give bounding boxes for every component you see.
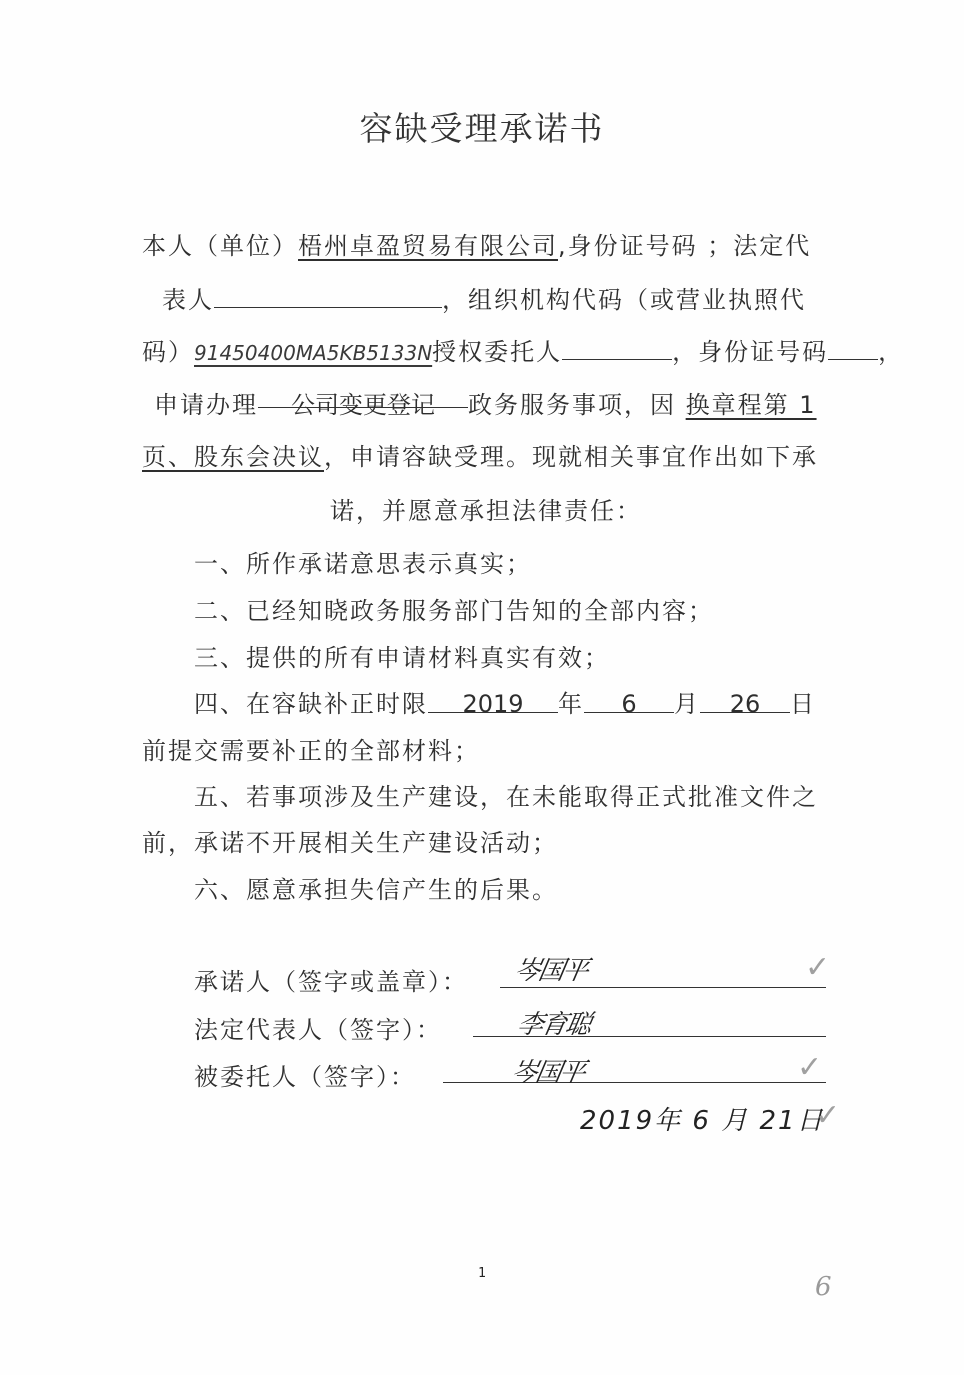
agent-id-label: ，身份证号码 — [672, 338, 829, 366]
agent-signature: 岑国平 — [508, 1058, 587, 1088]
check-mark-icon: ✓ — [805, 950, 831, 985]
intro-line-6 — [330, 491, 642, 526]
signing-date-handwritten: 2019年 6 月 21日 — [580, 1106, 825, 1136]
service-item-field: 公司变更登记 — [258, 385, 468, 408]
commitment-item-6: 六、愿意承担失信产生的后果。 — [194, 876, 558, 904]
id-and-legal-label: ,身份证号码 ；法定代 — [558, 232, 812, 260]
legal-rep-signature: 李育聪 — [514, 1010, 593, 1040]
reason-text-2: 页、股东会决议 — [142, 443, 324, 471]
reason-text-1: 换章程第 1 — [685, 391, 817, 419]
agent-signature-line — [443, 1082, 826, 1083]
legal-rep-sign-label: 法定代表人（签字）： — [194, 1016, 442, 1044]
document-title: 容缺受理承诺书 — [359, 109, 605, 148]
legal-responsibility-text: 诺，并愿意承担法律责任： — [330, 497, 642, 525]
agent-field — [562, 337, 672, 360]
commitment-item-4 — [194, 684, 816, 719]
month-unit: 月 — [674, 690, 700, 718]
apply-statement: ，申请容缺受理。现就相关事宜作出如下承 — [324, 443, 818, 471]
intro-line-1 — [142, 226, 811, 261]
commitment-item-5-cont: 前，承诺不开展相关生产建设活动； — [142, 829, 558, 857]
handwritten-page-number: 6 — [815, 1272, 832, 1302]
deadline-day: 26 — [700, 690, 790, 713]
intro-line-4 — [154, 385, 817, 420]
agent-sign-label: 被委托人（签字）： — [194, 1063, 416, 1091]
commitment-item-5: 五、若事项涉及生产建设，在未能取得正式批准文件之 — [194, 783, 818, 811]
apply-label: 申请办理 — [154, 391, 258, 419]
day-unit: 日 — [790, 690, 816, 718]
intro-line-5 — [142, 437, 818, 472]
legal-rep-field — [214, 285, 442, 308]
org-code-label-end: 码） — [142, 338, 194, 366]
deadline-month: 6 — [584, 690, 674, 713]
check-mark-icon: ✓ — [815, 1098, 841, 1133]
promisor-label: 承诺人（签字或盖章）： — [194, 968, 468, 996]
intro-line-2 — [162, 280, 806, 315]
promisor-signature: 岑国平 — [511, 956, 590, 986]
promisor-signature-line — [500, 987, 826, 988]
intro-line-3 — [142, 332, 904, 367]
unit-label: 本人（单位） — [142, 232, 298, 260]
deadline-label: 四、在容缺补正时限 — [194, 690, 428, 718]
page-number: 1 — [478, 1266, 486, 1281]
company-name: 梧州卓盈贸易有限公司 — [298, 232, 558, 260]
commitment-item-4-cont: 前提交需要补正的全部材料； — [142, 737, 480, 765]
agent-id-field — [828, 337, 878, 360]
comma: ， — [878, 338, 905, 366]
legal-rep-label: 表人 — [162, 286, 214, 314]
check-mark-icon: ✓ — [797, 1050, 823, 1085]
org-code-label: ，组织机构代码（或营业执照代 — [442, 286, 806, 314]
deadline-year: 2019 — [428, 690, 558, 713]
commitment-item-2: 二、已经知晓政务服务部门告知的全部内容； — [194, 597, 714, 625]
commitment-item-3: 三、提供的所有申请材料真实有效； — [194, 644, 610, 672]
org-code-handwritten: 914504​00MA5KB5133N — [194, 341, 433, 365]
commitment-item-1: 一、所作承诺意思表示真实； — [194, 550, 532, 578]
year-unit: 年 — [558, 690, 584, 718]
service-reason-label: 政务服务事项，因 — [468, 391, 686, 419]
agent-label: 授权委托人 — [432, 338, 563, 366]
